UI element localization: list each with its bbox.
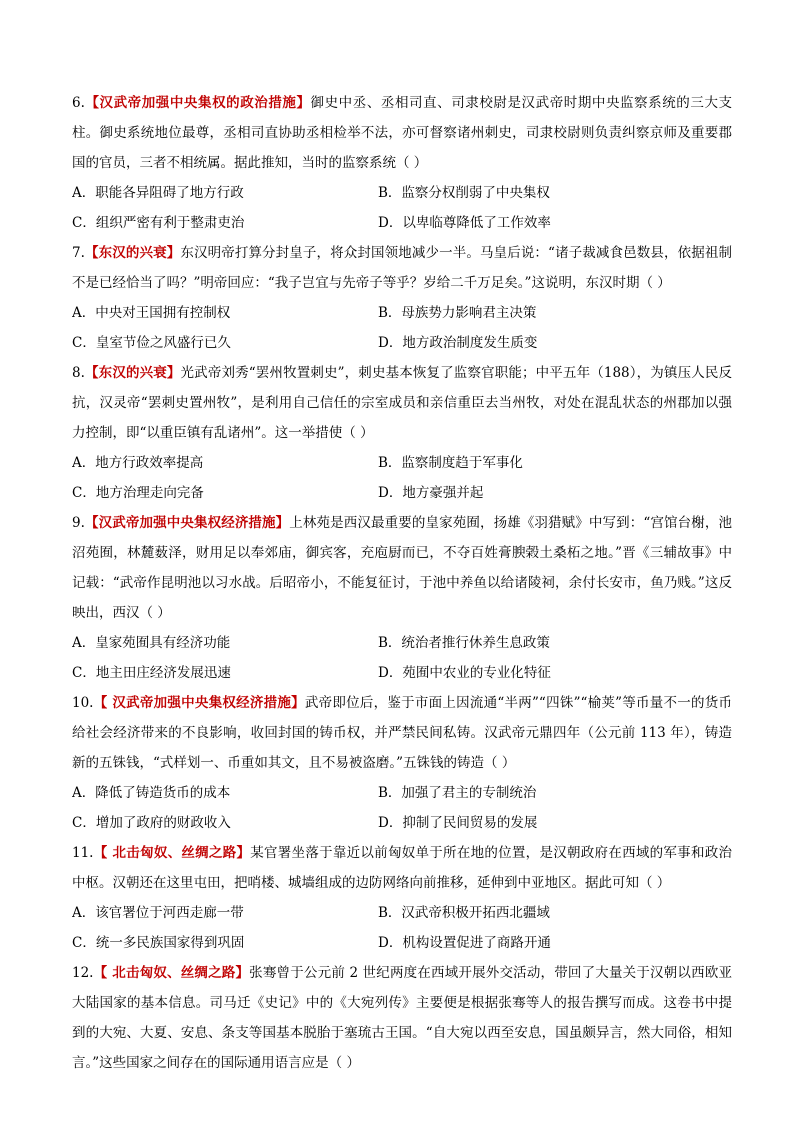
option-b: B．母族势力影响君主决策 [378,305,537,321]
question-11-text [72,838,732,898]
option-c: C．组织严密有利于整肃吏治 [72,215,245,231]
question-list [72,88,732,1078]
question-11-options [72,898,732,958]
question-8-options [72,448,732,508]
option-a: A．降低了铸造货币的成本 [72,785,231,801]
question-topic-tag: 【 北击匈奴、丝绸之路】 [93,965,250,981]
option-a: A．职能各异阻碍了地方行政 [72,185,244,201]
question-stem: 武帝即位后，鉴于市面上因流通“半两”“四铢”“榆荚”等币量不一的货币给社会经济带来的不良影响，收回封国的铸币权，并严禁民间私铸。汉武帝元鼎四年（公元前 113 年），铸造新的五铢钱，“式样划一、币重如其文，且不易被盗磨。”五铢钱的铸造（ ） [72,695,732,771]
option-c: C．增加了政府的财政收入 [72,815,231,831]
option-d: D．地方政治制度发生质变 [378,335,538,351]
question-topic-tag: 【东汉的兴衰】 [84,245,181,261]
question-number: 6. [72,95,85,111]
option-b: B．监察分权削弱了中央集权 [378,185,550,201]
option-b: B．加强了君主的专制统治 [378,785,537,801]
option-c: C．地方治理走向完备 [72,485,204,501]
question-number: 8. [72,365,85,381]
question-topic-tag: 【东汉的兴衰】 [84,365,181,381]
question-number: 11. [72,845,94,861]
question-7-options [72,298,732,358]
question-stem: 张骞曾于公元前 2 世纪两度在西域开展外交活动，带回了大量关于汉朝以西欧亚大陆国家的基本信息。司马迁《史记》中的《大宛列传》主要便是根据张骞等人的报告撰写而成。这卷书中提到的大宛、大夏、安息、条支等国基本脱胎于塞琉古王国。“自大宛以西至安息，国虽颇异言，然大同俗，相知言。”这些国家之间存在的国际通用语言应是（ ） [72,965,733,1071]
option-a: A．中央对王国拥有控制权 [72,305,231,321]
question-stem: 御史中丞、丞相司直、司隶校尉是汉武帝时期中央监察系统的三大支柱。御史系统地位最尊，丞相司直协助丞相检举不法，亦可督察诸州刺史，司隶校尉则负责纠察京师及重要郡国的官员，三者不相统属。据此推知，当时的监察系统（ ） [72,95,733,171]
question-7-text [72,238,732,298]
question-number: 7. [72,245,85,261]
option-c: C．地主田庄经济发展迅速 [72,665,231,681]
question-topic-tag: 【汉武帝加强中央集权经济措施】 [84,515,290,531]
option-c: C．皇室节俭之风盛行已久 [72,335,231,351]
question-9 [72,508,732,688]
option-a: A．地方行政效率提高 [72,455,204,471]
question-10 [72,688,732,838]
option-d: D．机构设置促进了商路开通 [378,935,551,951]
question-9-options [72,628,732,688]
question-6 [72,88,732,238]
question-stem: 上林苑是西汉最重要的皇家苑囿，扬雄《羽猎赋》中写到：“宫馆台榭，池沼苑囿，林麓薮泽，财用足以奉郊庙，御宾客，充庖厨而已，不夺百姓膏腴榖土桑柘之地。”晋《三辅故事》中记载：“武帝作昆明池以习水战。后昭帝小，不能复征讨，于池中养鱼以给诸陵祠，余付长安市，鱼乃贱。”这反映出，西汉（ ） [72,515,732,621]
question-8 [72,358,732,508]
option-b: B．监察制度趋于军事化 [378,455,523,471]
question-10-options [72,778,732,838]
option-b: B．汉武帝积极开拓西北疆域 [378,905,550,921]
question-number: 9. [72,515,85,531]
question-stem: 某官署坐落于靠近以前匈奴单于所在地的位置，是汉朝政府在西域的军事和政治中枢。汉朝还在这里屯田，把哨楼、城墙组成的边防网络向前推移，延伸到中亚地区。据此可知（ ） [72,845,733,891]
question-stem: 光武帝刘秀“罢州牧置刺史”，刺史基本恢复了监察官职能；中平五年（188），为镇压人民反抗，汉灵帝“罢刺史置州牧”，是利用自己信任的宗室成员和亲信重臣去当州牧，对处在混乱状态的州郡加以强力控制，即“以重臣镇有乱诸州”。这一举措使（ ） [72,365,733,441]
question-6-text [72,88,732,178]
question-12 [72,958,732,1078]
option-c: C．统一多民族国家得到巩固 [72,935,245,951]
option-d: D．苑囿中农业的专业化特征 [378,665,551,681]
question-10-text [72,688,732,778]
option-a: A．该官署位于河西走廊一带 [72,905,244,921]
question-number: 10. [72,695,94,711]
question-topic-tag: 【 北击匈奴、丝绸之路】 [93,845,251,861]
question-11 [72,838,732,958]
question-6-options [72,178,732,238]
question-8-text [72,358,732,448]
question-number: 12. [72,965,94,981]
option-d: D．抑制了民间贸易的发展 [378,815,538,831]
question-9-text [72,508,732,628]
question-12-text [72,958,732,1078]
question-7 [72,238,732,358]
question-stem: 东汉明帝打算分封皇子，将众封国领地减少一半。马皇后说：“诸子裁减食邑数县，依据祖制不是已经恰当了吗？”明帝回应：“我子岂宜与先帝子等乎？岁给二千万足矣。”这说明，东汉时期（ ） [72,245,732,291]
option-d: D．地方豪强并起 [378,485,484,501]
option-b: B．统治者推行休养生息政策 [378,635,550,651]
question-topic-tag: 【 汉武帝加强中央集权经济措施】 [93,695,305,711]
option-a: A．皇家苑囿具有经济功能 [72,635,231,651]
question-topic-tag: 【汉武帝加强中央集权的政治措施】 [84,95,311,111]
option-d: D．以卑临尊降低了工作效率 [378,215,551,231]
